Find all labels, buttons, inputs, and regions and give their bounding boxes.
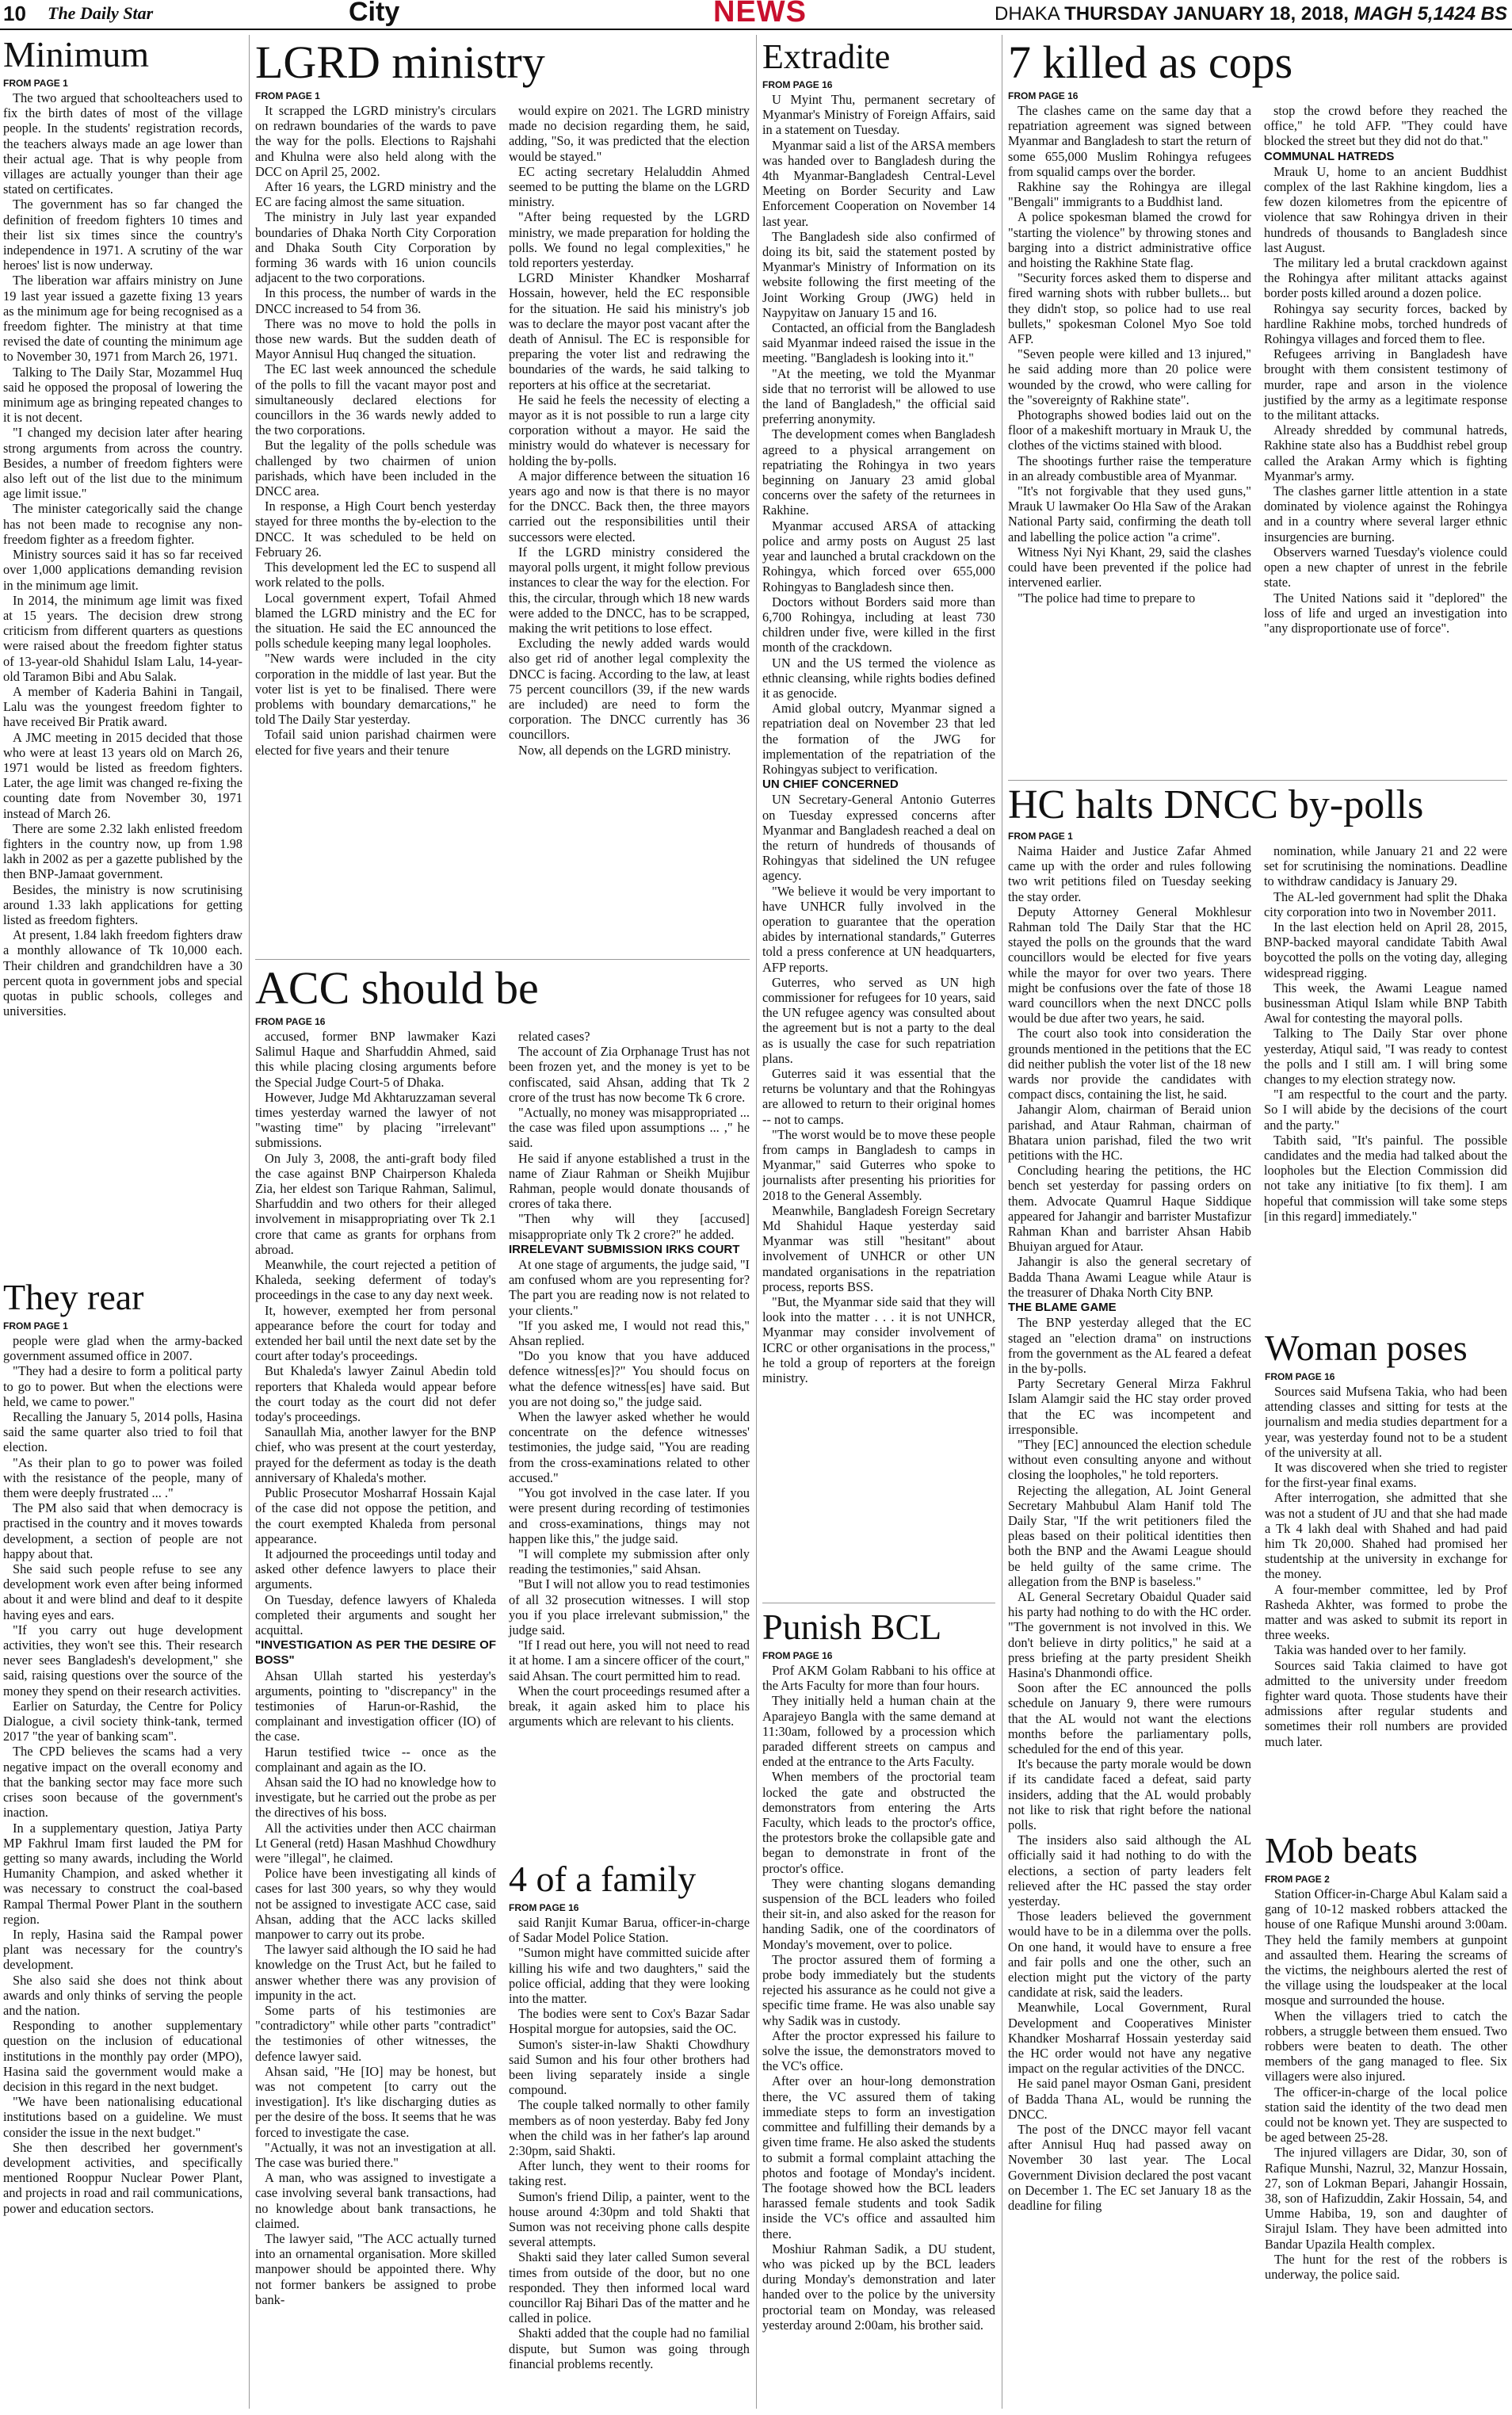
paragraph: Meanwhile, the court rejected a petition of Khaleda, seeking deferment of today's proceedings in the case to any day next week. [255,1257,496,1303]
paragraph: The clashes came on the same day that a repatriation agreement was signed between Myanmar and Bangladesh to start the return of some 655,000 Muslim Rohingya refugees from squalid camps over the border. [1008,103,1251,179]
paragraph: Refugees arriving in Bangladesh have brought with them consistent testimony of murder, rape and arson in the violence justified by the army as a legitimate response to the militant attacks. [1264,346,1507,423]
paragraph: Myanmar said a list of the ARSA members was handed over to Bangladesh during the 4th Myanmar-Bangladesh Central-Level Meeting on Border Security and Law Enforcement Cooperation on November 14 last year. [762,137,995,229]
paragraph: said Ranjit Kumar Barua, officer-in-charge of Sadar Model Police Station. [509,1915,750,1946]
paragraph: Mrauk U, home to an ancient Buddhist complex of the last Rakhine kingdom, lies a few dozen kilometres from the epicentre of violence that saw Rohingya driven in their hundreds of thousands to Bangladesh since last August. [1264,163,1507,255]
article-lgrd-ministry [255,40,750,956]
paragraph: "If you carry out huge development activities, they won't see this. Their research never sees Bangladesh's development," she said, raising questions over the source of the money they spend on their research activities. [3,1622,242,1699]
paragraph: LGRD Minister Khandker Mosharraf Hossain, however, held the EC responsible for the situation. He said his ministry's job was to declare the mayor post vacant after the death of Annisul. The EC is responsible for preparing the voter list and redrawing the boundaries of the wards, he said talking to reporters at his office at the secretariat. [509,270,750,392]
paragraph: The BNP yesterday alleged that the EC staged an "election drama" on instructions from the government as the AL feared a defeat in the by-polls. [1008,1315,1251,1376]
paragraph: It scrapped the LGRD ministry's circulars on redrawn boundaries of the wards to pave the way for the polls. Elections to Rajshahi and Khulna were also held along with the DCC on April 25, 2002. [255,103,496,179]
paragraph: But the legality of the polls schedule was challenged by two chairmen of union parishads, which have been included in the DNCC area. [255,438,496,499]
paragraph: "Security forces asked them to disperse and fired warning shots with rubber bullets... but they didn't stop, so police had to use real bullets," spokesman Colonel Myo Soe told AFP. [1008,270,1251,347]
paragraph: There are some 2.32 lakh enlisted freedom fighters in the country now, up from 1.98 lakh in 2002 as per a gazette published by the then BNP-Jamaat government. [3,820,242,882]
paragraph: The bodies were sent to Cox's Bazar Sadar Hospital morgue for autopsies, said the OC. [509,2006,750,2037]
paragraph: When the court proceedings resumed after a break, it again asked him to place his arguments which are relevant to his clients. [509,1683,750,1729]
paragraph: There was no move to hold the polls in those new wards. But the sudden death of Mayor Annisul Huq changed the situation. [255,315,496,362]
paragraph: The government has so far changed the definition of freedom fighters 10 times and their list six times since the country's independence in 1971. A scrutiny of the war heroes' list is now underway. [3,197,242,273]
paragraph: The officer-in-charge of the local police station said the identity of the two dead men could not be known yet. They are suspected to be aged between 25-28. [1265,2084,1507,2146]
paragraph: When the lawyer asked whether he would concentrate on the defence witnesses' testimonies, the judge said, "You are reading from the cross-examinations related to other accused." [509,1409,750,1485]
paragraph: "The worst would be to move these people from camps in Bangladesh to camps in Myanmar," said Guterres who spoke to journalists after presenting his priorities for 2018 to the General Assembly. [762,1126,995,1203]
paragraph: At one stage of arguments, the judge said, "I am confused whom are you representing for? The part you are reading now is not related to your clients." [509,1257,750,1318]
article-body [762,92,995,1385]
paragraph: The ministry in July last year expanded boundaries of Dhaka North City Corporation and Dhaka South City Corporation by forming 36 wards with 16 union councils adjacent to the two corporations. [255,209,496,286]
paragraph: Photographs showed bodies laid out on the floor of a makeshift mortuary in Mrauk U, the clothes of the victims stained with blood. [1008,407,1251,453]
headline: Punish BCL [762,1609,942,1647]
headline: They rear [3,1279,144,1317]
paragraph: Naima Haider and Justice Zafar Ahmed came up with the order and rules following two writ petitions filed on Tuesday seeking the stay order. [1008,843,1251,904]
page-reference: FROM PAGE 1 [3,78,68,89]
paragraph: "But I will not allow you to read testimonies of all 32 prosecution witnesses. I will stop you if you place irrelevant submission," the judge said. [509,1576,750,1637]
paragraph: In reply, Hasina said the Rampal power plant was necessary for the country's development. [3,1926,242,1973]
paragraph: "Seven people were killed and 13 injured," he said adding more than 20 police were wounded by the crowd, who were calling for the "sovereignty of Rakhine state". [1008,346,1251,407]
paragraph: Sumon's sister-in-law Shakti Chowdhury said Sumon and his four other brothers had been living separately inside a single compound. [509,2036,750,2098]
paragraph: Shakti added that the couple had no familial dispute, but Sumon was going through financial problems recently. [509,2325,750,2371]
dateline-city: DHAKA [995,3,1060,25]
headline: LGRD ministry [255,40,545,88]
page-reference: FROM PAGE 16 [1008,90,1079,101]
subheading: UN CHIEF CONCERNED [762,778,899,792]
paragraph: Takia was handed over to her family. [1274,1642,1467,1658]
page-reference: FROM PAGE 16 [762,1650,833,1661]
paragraph: "Actually, no money was misappropriated ... the case was filed upon assumptions ... ," he said. [509,1105,750,1151]
text-column [1265,1886,1507,2282]
page-reference: FROM PAGE 16 [509,1902,579,1913]
headline: Extradite [762,40,891,76]
dateline [995,3,1507,25]
paragraph: They were chanting slogans demanding suspension of the BCL leaders who foiled their sit-in, and also asked for the reason for handing Sadik, one of the coordinators of Monday's movement, over to police. [762,1875,995,1952]
paragraph: Meanwhile, Bangladesh Foreign Secretary Md Shahidul Haque yesterday said Myanmar was still "hesitant" about involvement of UNHCR or other UN mandated organisations in the repatriation process, reports BSS. [762,1202,995,1294]
paragraph: Guterres, who served as UN high commissioner for refugees for 10 years, said the UN refugee agency was consulted about the agreement but is not a party to the deal as is usually the case for such repatriation plans. [762,974,995,1066]
article-body [3,1333,242,2216]
paragraph: A member of Kaderia Bahini in Tangail, Lalu was the youngest freedom fighter to have received Bir Pratik award. [3,683,242,730]
paragraph: Witness Nyi Nyi Khant, 29, said the clashes could have been prevented if the police had intervened earlier. [1008,544,1251,590]
paragraph: Shakti said they later called Sumon several times from outside of the door, but no one responded. They then informed local ward councillor Raj Bihari Das of the matter and he called in police. [509,2249,750,2326]
article-body [509,1915,750,2371]
paragraph: Amid global outcry, Myanmar signed a repatriation deal on November 23 that led the formation of the JWG for implementation of the repatriation of the Rohingyas subject to verification. [762,701,995,777]
paragraph: Ministry sources said it has so far received over 1,000 applications demanding revision in the minimum age limit. [3,547,242,593]
paragraph: Public Prosecutor Mosharraf Hossain Kajal of the case did not oppose the petition, and the court exempted Khaleda from personal appearance. [255,1485,496,1546]
paragraph: In 2014, the minimum age limit was fixed at 15 years. The decision drew strong criticism from different quarters as questions were raised about the freedom fighter status of 13-year-old Shahidul Islam Lalu, 14-year-old Taramon Bibi and Abu Salak. [3,592,242,684]
article-punish-bcl [762,1609,995,2411]
paragraph: In a supplementary question, Jatiya Party MP Fakhrul Imam first lauded the PM for getting so many awards, including the World Humanity Champion, and asked whether it was necessary to construct the coal-based Rampal Thermal Power Plant in the southern region. [3,1820,242,1927]
paragraph: The liberation war affairs ministry on June 19 last year issued a gazette fixing 13 years as the minimum age for being recognised as a freedom fighter. The ministry at that time revised the date of counting the minimum age to November 30, 1971 from March 26, 1971. [3,273,242,365]
paragraph: Besides, the ministry is now scrutinising around 1.33 lakh applications for getting listed as freedom fighters. [3,881,242,927]
paragraph: It's because the party morale would be down if its candidate faced a defeat, said party insiders, adding that the AL would probably not like to risk that right before the national polls. [1008,1756,1251,1832]
paragraph: Sources said Takia claimed to have got admitted to the university under freedom fighter ward quota. Those students have their admissions after regular students and sometimes their roll numbers are provided much later. [1265,1657,1507,1749]
paragraph: They initially held a human chain at the Aparajeyo Bangla with the same demand at 11:30am, followed by a procession which paraded different streets on campus and ended at the entrance to the Arts Faculty. [762,1693,995,1770]
paragraph: The lawyer said although the IO said he had knowledge on the Trust Act, but he failed to answer whether there was any provision of impunity in the act. [255,1942,496,2003]
paragraph: "Sumon might have committed suicide after killing his wife and two daughters," said the police official, adding that they were looking into the matter. [509,1945,750,2007]
article-body [762,1663,995,2333]
paragraph: related cases? [518,1029,590,1044]
paragraph: In the last election held on April 28, 2015, BNP-backed mayoral candidate Tabith Awal boycotted the polls on the voting day, alleging widespread rigging. [1264,919,1507,980]
paragraph: Soon after the EC announced the polls schedule on January 9, there were rumours that the AL would not want the elections months before the parliamentary polls, scheduled for the end of this year. [1008,1680,1251,1756]
paragraph: A major difference between the situation 16 years ago and now is that there is no mayor for the DNCC. Back then, the three mayors carried out the responsibilities until their successors were elected. [509,468,750,545]
paragraph: Police have been investigating all kinds of cases for last 300 years, so why they would not be assigned to investigate ACC case, said Ahsan, adding that the ACC lacks skilled manpower to carry out its probe. [255,1866,496,1942]
text-column [509,1915,750,2371]
paragraph: Responding to another supplementary question on the inclusion of educational institutions in the monthly pay order (MPO), Hasina said the government would make a decision in this regard in the next budget. [3,2018,242,2094]
article-extradite [762,40,995,1598]
page-reference: FROM PAGE 16 [1265,1371,1335,1382]
paragraph: Concluding hearing the petitions, the HC bench set yesterday for passing orders on them. Advocate Quamrul Haque Siddique appeared for Jahangir and barrister Mustafizur Rahman Khan and barrister Ahsan Habib Bhuiyan argued for Ataur. [1008,1163,1251,1255]
paragraph: "If I read out here, you will not need to read it at home. I am a sincere officer of the court," said Ahsan. The court permitted him to read. [509,1637,750,1683]
paragraph: would expire on 2021. The LGRD ministry made no decision regarding them, he said, adding, "So, it was predicted that the election would be stayed." [509,103,750,164]
text-column [1008,103,1251,636]
paragraph: "But, the Myanmar side said that they will look into the matter . . . it is not UNHCR, Myanmar may consider involvement of ICRC or other organisations in the process," he told a group of reporters at the foreign ministry. [762,1294,995,1386]
paragraph: Sanaullah Mia, another lawyer for the BNP chief, who was present at the court yesterday, prayed for the deferment as today is the death anniversary of Khaleda's mother. [255,1424,496,1485]
paragraph: A man, who was assigned to investigate a case involving several bank transactions, had no knowledge about bank transactions, he claimed. [255,2170,496,2231]
headline: Mob beats [1265,1832,1418,1870]
dateline-date: THURSDAY JANUARY 18, 2018, [1064,3,1349,25]
paragraph: Deputy Attorney General Mokhlesur Rahman told The Daily Star that the HC stayed the polls on the grounds that the ward councillors would be elected for five years while the mayor for over two years. There might be confusions over the fate of those 18 ward councillors when the next DNCC polls would be due after two years, he said. [1008,904,1251,1026]
paragraph: UN and the US termed the violence as ethnic cleansing, while rights bodies defined it as genocide. [762,655,995,701]
paragraph: "If you asked me, I would not read this," Ahsan replied. [509,1317,750,1349]
text-column [509,103,750,758]
subheading: COMMUNAL HATREDS [1264,149,1395,163]
paragraph: He said panel mayor Osman Gani, president of Badda Thana AL, would be running the DNCC. [1008,2076,1251,2122]
paragraph: She then described her government's development activities, and specifically mentioned Rooppur Nuclear Power Plant, and projects in road and rail communications, power and education sectors. [3,2139,242,2216]
text-column [1008,843,1251,2213]
paragraph: A JMC meeting in 2015 decided that those who were at least 13 years old on March 26, 1971 would be listed as freedom fighters. Later, the age limit was changed re-fixing the counting date from November 30, 1971 instead of March 26. [3,729,242,821]
paragraph: It was discovered when she tried to register for the first-year final exams. [1265,1460,1507,1491]
paragraph: Those leaders believed the government would have to be in a dilemma over the polls. On one hand, it would have to ensure a free and fair polls and one the other, such an election might put the victory of the party candidate at risk, said the leaders. [1008,1909,1251,2000]
column-rule [756,35,757,2409]
paragraph: All the activities under then ACC chairman Lt General (retd) Hasan Mashhud Chowdhury were "illegal", he claimed. [255,1820,496,1866]
dateline-bengali: MAGH 5,1424 BS [1354,3,1507,25]
paragraph: Observers warned Tuesday's violence could open a new chapter of unrest in the febrile state. [1264,544,1507,590]
subheading: IRRELEVANT SUBMISSION IRKS COURT [509,1242,740,1256]
paragraph: Ahsan said, "He [IO] may be honest, but was not competent [to carry out the investigation]. It's like discharging duties as per the desire of the boss. It seems that he was forced to investigate the case. [255,2063,496,2140]
paragraph: Jahangir Alom, chairman of Beraid union parishad, and Ataur Rahman, chairman of Bhatara union parishad, filed the two writ petitions with the HC. [1008,1102,1251,1164]
paragraph: Tabith said, "It's painful. The possible candidates and the media had talked about the loopholes but the Election Commission did not take any initiative [to fix them]. I am hopeful that commission will take some steps [in this regard] immediately." [1264,1132,1507,1224]
paragraph: Contacted, an official from the Bangladesh said Myanmar indeed raised the issue in the meeting. "Bangladesh is looking into it." [762,320,995,366]
paragraph: Prof AKM Golam Rabbani to his office at the Arts Faculty for more than four hours. [762,1663,995,1694]
paragraph: "You got involved in the case later. If you were present during recording of testimonies and cross-examinations, things may not happen like this," the judge said. [509,1485,750,1546]
paragraph: However, Judge Md Akhtaruzzaman several times yesterday warned the lawyer of not "wasting time" by placing "irrelevant" submissions. [255,1089,496,1151]
paragraph: Doctors without Borders said more than 6,700 Rohingya, including at least 730 children under five, were killed in the first month of the crackdown. [762,594,995,655]
paragraph: It, however, exempted her from personal appearance before the court for today and extended her bail until the next date set by the court after today's proceedings. [255,1302,496,1364]
paragraph: Harun testified twice -- once as the complainant and again as the IO. [255,1744,496,1775]
paragraph: "Do you know that you have adduced defence witness[es]?" You should focus on what the defence witness[es] have said. But you are not doing so," the judge said. [509,1348,750,1409]
paragraph: At present, 1.84 lakh freedom fighters draw a monthly allowance of Tk 10,000 each. Their children and grandchildren have a 30 percent quota in government jobs and special quotas in public schools, colleges and universities. [3,927,242,1019]
text-column [3,90,242,1018]
paragraph: "They had a desire to form a political party to go to power. But when the elections were held, we came to power." [3,1363,242,1409]
paragraph: The shootings further raise the temperature in an already combustible area of Myanmar. [1008,453,1251,483]
paragraph: The hunt for the rest of the robbers is underway, the police said. [1265,2251,1507,2283]
article-4-of-a-family [509,1861,750,2411]
paragraph: "It's not forgivable that they used guns," Mrauk U lawmaker Oo Hla Saw of the Arakan National Party said, confirming the death toll and labelling the police action "a crime". [1008,483,1251,545]
paragraph: The account of Zia Orphanage Trust has not been frozen yet, and the money is yet to be confiscated, said Ahsan, adding that Tk 2 crore of the trust has now become Tk 6 crore. [509,1044,750,1105]
paragraph: He said if anyone established a trust in the name of Ziaur Rahman or Sheikh Mujibur Rahman, people would donate thousands of crores of taka there. [509,1150,750,1212]
paragraph: When the villagers tried to catch the robbers, a struggle between them ensued. Two robbers were beaten to death. The other members of the gang managed to flee. Six villagers were also injured. [1265,2008,1507,2084]
subheading: "INVESTIGATION AS PER THE DESIRE OF BOSS" [255,1638,496,1668]
paragraph: The injured villagers are Didar, 30, son of Rafique Munshi, Nazrul, 32, Manzur Hossain, 27, son of Lokman Bepari, Jahangir Hossain, 38, son of Hafizuddin, Zakir Hossain, 54, and Umme Habiba, 19, son and daughter of Sirajul Islam. They have been admitted into Bandar Upazila Health complex. [1265,2145,1507,2252]
masthead [0,0,1512,30]
paragraph: A four-member committee, led by Prof Rasheda Akhter, was formed to probe the matter and was asked to submit its report in three weeks. [1265,1581,1507,1643]
page-reference: FROM PAGE 1 [3,1320,68,1332]
paragraph: Already shredded by communal hatreds, Rakhine state also has a Buddhist rebel group called the Arakan Army which is fighting Myanmar's army. [1264,422,1507,483]
paragraph: It adjourned the proceedings until today and asked other defence lawyers to place their arguments. [255,1546,496,1592]
page-reference: FROM PAGE 16 [255,1016,326,1027]
page-reference: FROM PAGE 1 [1008,831,1073,842]
paragraph: The EC last week announced the schedule of the polls to fill the vacant mayor post and simultaneously declared elections for councillors in the 36 wards newly added to the two corporations. [255,361,496,438]
paragraph: If the LGRD ministry considered the mayoral polls urgent, it might follow previous instances to clear the way for the election. For this, the circular, through which 18 new wards were added to the DNCC, has to be scrapped, making the writ petitions to lose effect. [509,544,750,636]
column-rule [249,35,250,2409]
paragraph: "We believe it would be very important to have UNHCR fully involved in the operation to guarantee that the operation abides by international standards," Guterres told a press conference at UN headquarters, AFP reports. [762,883,995,975]
paragraph: The military led a brutal crackdown against the Rohingya after militant attacks against border posts killed around a dozen police. [1264,255,1507,301]
paragraph: When members of the proctorial team locked the gate and obstructed the demonstrators from entering the Arts Faculty, which leads to the proctor's office, the protestors broke the collapsible gate and began to demonstrate in front of the proctor's office. [762,1769,995,1876]
paragraph: AL General Secretary Obaidul Quader said his party had nothing to do with the HC order. "The government is not involved in this. We don't believe in dirty politics," he said at a press briefing at the party president Sheikh Hasina's Dhanmondi office. [1008,1588,1251,1680]
paragraph: Rakhine say the Rohingya are illegal "Bengali" immigrants to a Buddhist land. [1008,179,1251,210]
paragraph: Talking to The Daily Star over phone yesterday, Atiqul said, "I was ready to contest the polls and I still am. I will bring some changes to my election strategy now. [1264,1026,1507,1087]
paragraph: Sources said Mufsena Takia, who had been attending classes and sitting for tests at the journalism and media studies department for a year, was yesterday found not to be a student of the university at all. [1265,1384,1507,1460]
paragraph: stop the crowd before they reached the office," he told AFP. "They could have blocked the street but they did not do that." [1264,103,1507,149]
paragraph: The PM also said that when democracy is practised in the country and it moves towards development, a section of people are not happy about that. [3,1500,242,1561]
text-column [3,1333,242,2216]
subheading: THE BLAME GAME [1008,1301,1117,1315]
article-woman-poses [1265,1330,1507,1825]
paragraph: The couple talked normally to other family members as of noon yesterday. Baby fed Jony when the child was in her father's lap around 2:30pm, said Shakti. [509,2097,750,2159]
paragraph: "After being requested by the LGRD ministry, we made preparation for holding the polls. We found no legal complexities," he told reporters yesterday. [509,209,750,271]
paragraph: Recalling the January 5, 2014 polls, Hasina said the same quarter also tried to foil that election. [3,1409,242,1455]
paragraph: The insiders also said although the AL officially said it had nothing to do with the elections, a section of party leaders felt relieved after the HC passed the stay order yesterday. [1008,1832,1251,1909]
paragraph: Station Officer-in-Charge Abul Kalam said a gang of 10-12 masked robbers attacked the house of one Rafique Munshi around 3:00am. They held the family members at gunpoint and assaulted them. Hearing the screams of the victims, the neighbours alerted the rest of the village using the loudspeaker at the local mosque and surrounded the house. [1265,1886,1507,2008]
paragraph: Guterres said it was essential that the returns be voluntary and that the Rohingyas are allowed to return to their original homes -- not to camps. [762,1066,995,1127]
paragraph: Talking to The Daily Star, Mozammel Huq said he opposed the proposal of lowering the minimum age as bringing repeated changes to it is not decent. [3,364,242,426]
paragraph: After the proctor expressed his failure to solve the issue, the demonstrators moved to the VC's office. [762,2027,995,2074]
paragraph: The clashes garner little attention in a state dominated by violence against the Rohingya and in a country where several larger ethnic insurgencies are burning. [1264,483,1507,545]
paragraph: On July 3, 2008, the anti-graft body filed the case against BNP Chairperson Khaleda Zia, her eldest son Tarique Rahman, Salimul, Sharfuddin and two others for their alleged involvement in misappropriating over Tk 2.1 crore that came as grants for orphans from abroad. [255,1150,496,1257]
headline: 7 killed as cops [1008,40,1293,88]
article-body [255,103,750,758]
text-column [255,103,496,758]
paragraph: In response, a High Court bench yesterday stayed for three months the by-election to the DNCC. It was scheduled to be held on February 26. [255,499,496,560]
text-column [762,1663,995,2333]
paragraph: "At the meeting, we told the Myanmar side that no terrorist will be allowed to use the land of Bangladesh," the official said preferring anonymity. [762,365,995,427]
paragraph: The proctor assured them of forming a probe body immediately but the students rejected his assurance as he could not give a specific time frame. He was also unable say why Sadik was in custody. [762,1951,995,2028]
paragraph: The court also took into consideration the grounds mentioned in the petitions that the EC did neither publish the voter list of the 18 new wards nor provide the candidates with compact discs, containing the list, he said. [1008,1026,1251,1102]
article-body [1265,1886,1507,2282]
paragraph: "We have been nationalising educational institutions based on a guideline. We must consider the issue in the next budget." [3,2094,242,2140]
paragraph: The CPD believes the scams had a very negative impact on the overall economy and that the banking sector may face more such crises soon because of the government's inaction. [3,1744,242,1821]
paragraph: Moshiur Rahman Sadik, a DU student, who was picked up by the BCL leaders during Monday's demonstration and later handed over to the police by the university proctorial team on Monday, was released yesterday around 2:00am, his brother said. [762,2241,995,2333]
paragraph: This development led the EC to suspend all work related to the polls. [255,560,496,590]
paragraph: Earlier on Saturday, the Centre for Policy Dialogue, a civil society think-tank, termed 2017 "the year of banking scam". [3,1698,242,1744]
section-divider [255,959,750,960]
paragraph: "As their plan to go to power was foiled with the resistance of the people, many of them were deeply frustrated ... ." [3,1454,242,1501]
text-column [1265,1384,1507,1749]
headline: 4 of a family [509,1861,697,1899]
paragraph: "The police had time to prepare to [1018,590,1196,606]
paragraph: people were glad when the army-backed government assumed office in 2007. [3,1333,242,1364]
paragraph: "I changed my decision later after hearing strong arguments from across the country. Besides, a number of freedom fighters were also left out of the list due to the minimum age limit issue." [3,425,242,502]
paragraph: Ahsan said the IO had no knowledge how to investigate, but he carried out the probe as per the directives of his boss. [255,1774,496,1821]
paragraph: After interrogation, she admitted that she was not a student of JU and that she had made a Tk 4 lakh deal with Shahed and had paid him Tk 20,000. Shahed had promised her studentship at the university in exchange for the money. [1265,1490,1507,1582]
page-reference: FROM PAGE 16 [762,79,833,90]
paragraph: Excluding the newly added wards would also get rid of another legal complexity the DNCC is facing. According to the law, at least 75 percent councillors (39, if the new wards are included) are need to form the corporation. The DNCC currently has 36 councillors. [509,636,750,743]
paragraph: Party Secretary General Mirza Fakhrul Islam Alamgir said the HC stay order proved that the EC was incompetent and irresponsible. [1008,1376,1251,1437]
paragraph: Some parts of his testimonies are "contradictory" while other parts "contradict" the testimonies of other witnesses, the defence lawyer said. [255,2003,496,2064]
text-column [1264,103,1507,636]
paragraph: She said such people refuse to see any development work even after being informed about it and were blind and deaf to it despite having eyes and ears. [3,1561,242,1622]
paragraph: In this process, the number of wards in the DNCC increased to 54 from 36. [255,285,496,316]
paragraph: Now, all depends on the LGRD ministry. [518,742,731,758]
paragraph: nomination, while January 21 and 22 were set for scrutinising the nominations. Deadline to withdraw candidacy is January 29. [1264,843,1507,889]
article-body [1008,103,1507,636]
paragraph: After over an hour-long demonstration there, the VC assured them of taking immediate steps to form an investigation committee and fulfilling their demands by a given time frame. He also asked the students to submit a formal complaint attaching the photos and footage of Monday's incident. The footage showed how the BCL leaders harassed female students and took Sadik inside the VC's office and assaulted him there. [762,2073,995,2241]
headline: ACC should be [255,965,539,1014]
paragraph: "I will complete my submission after only reading the testimonies," said Ahsan. [509,1546,750,1577]
paragraph: The post of the DNCC mayor fell vacant after Annisul Huq had passed away on November 30 last year. The Local Government Division declared the post vacant on December 1. The EC set January 18 as the deadline for filing [1008,2122,1251,2214]
paragraph: "I am respectful to the court and the party. So I will abide by the decisions of the court and the party." [1264,1087,1507,1133]
paragraph: "Then why will they [accused] misappropriate only Tk 2 crore?" he added. [509,1211,750,1242]
headline: HC halts DNCC by-polls [1008,785,1424,827]
paragraph: He said he feels the necessity of electing a mayor as it is not possible to run a large city corporation without a mayor. He said the ministry would do whatever is necessary for holding the by-polls. [509,392,750,468]
page-reference: FROM PAGE 2 [1265,1874,1330,1885]
article-body [3,90,242,1018]
paragraph: On Tuesday, defence lawyers of Khaleda completed their arguments and sought her acquittal. [255,1592,496,1637]
paragraph: The minister categorically said the change has not been made to recognise any non-freedom fighter as a freedom fighter. [3,501,242,547]
paragraph: "Actually, it was not an investigation at all. The case was buried there." [255,2139,496,2171]
headline: Minimum [3,36,150,75]
paragraph: EC acting secretary Helaluddin Ahmed seemed to be putting the blame on the LGRD ministry. [509,163,750,210]
paragraph: The United Nations said it "deplored" the loss of life and urged an investigation into "any disproportionate use of force". [1264,590,1507,636]
paragraph: Rohingya say security forces, backed by hardline Rakhine mobs, torched hundreds of Rohingya villages and forced them to flee. [1264,300,1507,347]
paper-name: The Daily Star [48,3,154,23]
paragraph: After lunch, they went to their rooms for taking rest. [509,2158,750,2189]
paragraph: "They [EC] announced the election schedule without even consulting anyone and without closing the loopholes," he told reporters. [1008,1436,1251,1483]
page-number: 10 [3,2,26,25]
paragraph: Rejecting the allegation, AL Joint General Secretary Mahbubul Alam Hanif told The Daily Star, "If the writ petitioners filed the pleas based on their political identities then both the BNP and the Awami League should be held guilty of the same crime. The allegation from the BNP is baseless." [1008,1482,1251,1589]
paragraph: A police spokesman blamed the crowd for "starting the violence" by throwing stones and barging into a district administrative office and hoisting the Rakhine State flag. [1008,209,1251,271]
paragraph: The lawyer said, "The ACC actually turned into an ornamental organisation. More skilled manpower should be appointed there. Why not former bankers be assigned to probe bank- [255,2231,496,2307]
paragraph: Sumon's friend Dilip, a painter, went to the house around 4:30pm and told Shakti that Sumon was not receiving phone calls despite several attempts. [509,2188,750,2250]
section-name: City [349,0,400,27]
paragraph: Local government expert, Tofail Ahmed blamed the LGRD ministry and the EC for the situation. He said the EC announced the polls schedule keeping many legal loopholes. [255,590,496,652]
article-body [1265,1384,1507,1749]
article-mob-beats [1265,1832,1507,2411]
paragraph: The development comes when Bangladesh agreed to a physical arrangement on repatriating the Rohingya in two years beginning on January 23 amid global concerns over the safety of the returnees in Rakhine. [762,426,995,518]
paragraph: This week, the Awami League named businessman Atiqul Islam while BNP Tabith Awal for contesting the mayoral polls. [1264,980,1507,1026]
paragraph: Myanmar accused ARSA of attacking police and army posts on August 25 last year and launched a brutal crackdown on the Rohingya, which forced over 655,000 Rohingyas to Bangladesh since then. [762,518,995,594]
paragraph: accused, former BNP lawmaker Kazi Salimul Haque and Sharfuddin Ahmed, said this while placing closing arguments before the Special Judge Court-5 of Dhaka. [255,1029,496,1090]
section-tag: NEWS [713,0,807,29]
paragraph: U Myint Thu, permanent secretary of Myanmar's Ministry of Foreign Affairs, said in a statement on Tuesday. [762,92,995,138]
text-column [255,1029,496,2307]
article-minimum [3,36,242,1270]
paragraph: But Khaleda's lawyer Zainul Abedin told reporters that Khaleda would appear before the court today as the court did not defer today's proceedings. [255,1363,496,1425]
headline: Woman poses [1265,1330,1468,1368]
paragraph: Jahangir is also the general secretary of Badda Thana Awami League while Ataur is the treasurer of Dhaka North City BNP. [1008,1254,1251,1300]
text-column [762,92,995,1385]
paragraph: She also said she does not think about awards and only thinks of serving the people and the nation. [3,1972,242,2018]
paragraph: "New wards were included in the city corporation in the middle of last year. But the voter list is yet to be finalised. There were problems with boundary demarcations," he told The Daily Star yesterday. [255,651,496,728]
paragraph: UN Secretary-General Antonio Guterres on Tuesday expressed concerns after Myanmar and Bangladesh reached a deal on the return of hundreds of thousands of Rohingyas that sidelined the UN refugee agency. [762,792,995,884]
article-they-rear [3,1279,242,2411]
article-7-killed-as-cops [1008,40,1507,777]
paragraph: The Bangladesh side also confirmed of doing its bit, said the statement posted by Myanmar's Ministry of Information on its website following the first meeting of the Joint Working Group (JWG) held in Naypyitaw on January 15 and 16. [762,228,995,320]
page-reference: FROM PAGE 1 [255,90,320,101]
paragraph: Meanwhile, Local Government, Rural Development and Cooperatives Minister Khandker Mosharraf Hossain yesterday said the HC order would not have any negative impact on the regular activities of the DNCC. [1008,2000,1251,2077]
paragraph: Tofail said union parishad chairmen were elected for five years and their tenure [255,727,496,758]
paragraph: Ahsan Ullah started his yesterday's arguments, pointing to "discrepancy" in the testimonies of Harun-or-Rashid, the complainant and investigation officer (IO) of the case. [255,1668,496,1744]
paragraph: After 16 years, the LGRD ministry and the EC are facing almost the same situation. [255,179,496,210]
paragraph: The AL-led government had split the Dhaka city corporation into two in November 2011. [1264,888,1507,919]
section-divider [1008,780,1507,781]
paragraph: The two argued that schoolteachers used to fix the birth dates of most of the village people. In the students' registration records, the teachers always made an age lower than their actual age. That is why people from villages are actually younger than their age stated on certificates. [3,90,242,197]
